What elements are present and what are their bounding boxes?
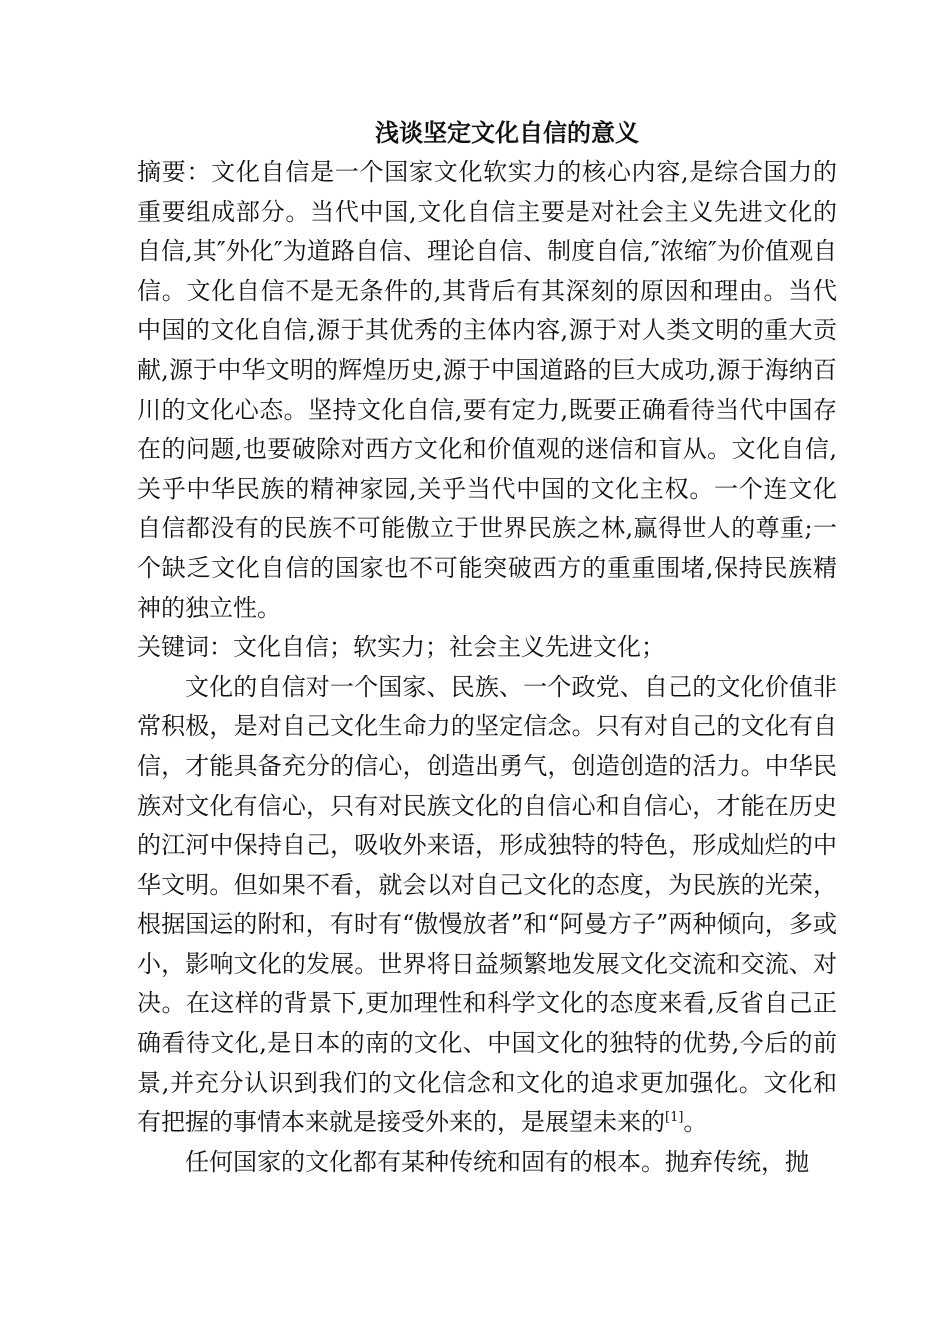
body-paragraph — [137, 668, 837, 1143]
body-paragraph-text: 任何国家的文化都有某种传统和固有的根本。抛弃传统，抛 — [185, 1147, 809, 1176]
body-paragraph — [137, 1143, 837, 1183]
document-page — [137, 113, 837, 1182]
document-title: 浅谈坚定文化自信的意义 — [375, 118, 639, 147]
body-paragraph-text: 文化的自信对一个国家、民族、一个政党、自己的文化价值非常积极，是对自己文化生命力的坚定信念。只有对自己的文化有自信，才能具备充分的信心，创造出勇气，创造创造的活力。中华民族对文化有信心，只有对民族文化的自信心和自信心，才能在历史的江河中保持自己，吸收外来语，形成独特的特色，形成灿烂的中华文明。但如果不看，就会以对自己文化的态度，为民族的光荣，根据国运的附和，有时有“傲慢放者”和“阿曼方子”两种倾向，多或小，影响文化的发展。世界将日益频繁地发展文化交流和交流、对决。在这样的背景下,更加理性和科学文化的态度来看,反省自己正确看待文化,是日本的南的文化、中国文化的独特的优势,今后的前景,并充分认识到我们的文化信念和文化的追求更加强化。文化和有把握的事情本来就是接受外来的，是展望未来的 — [137, 672, 837, 1137]
citation-marker: [1] — [665, 1110, 684, 1126]
body-paragraph-end: 。 — [683, 1108, 708, 1137]
keywords-line: 关键词：文化自信；软实力；社会主义先进文化； — [137, 633, 665, 662]
abstract-paragraph: 摘要：文化自信是一个国家文化软实力的核心内容,是综合国力的重要组成部分。当代中国,文化自信主要是对社会主义先进文化的自信,其″外化″为道路自信、理论自信、制度自信,″浓缩″为价值观自信。文化自信不是无条件的,其背后有其深刻的原因和理由。当代中国的文化自信,源于其优秀的主体内容,源于对人类文明的重大贡献,源于中华文明的辉煌历史,源于中国道路的巨大成功,源于海纳百川的文化心态。坚持文化自信,要有定力,既要正确看待当代中国存在的问题,也要破除对西方文化和价值观的迷信和盲从。文化自信,关乎中华民族的精神家园,关乎当代中国的文化主权。一个连文化自信都没有的民族不可能傲立于世界民族之林,赢得世人的尊重;一个缺乏文化自信的国家也不可能突破西方的重重围堵,保持民族精神的独立性。 — [137, 158, 837, 622]
